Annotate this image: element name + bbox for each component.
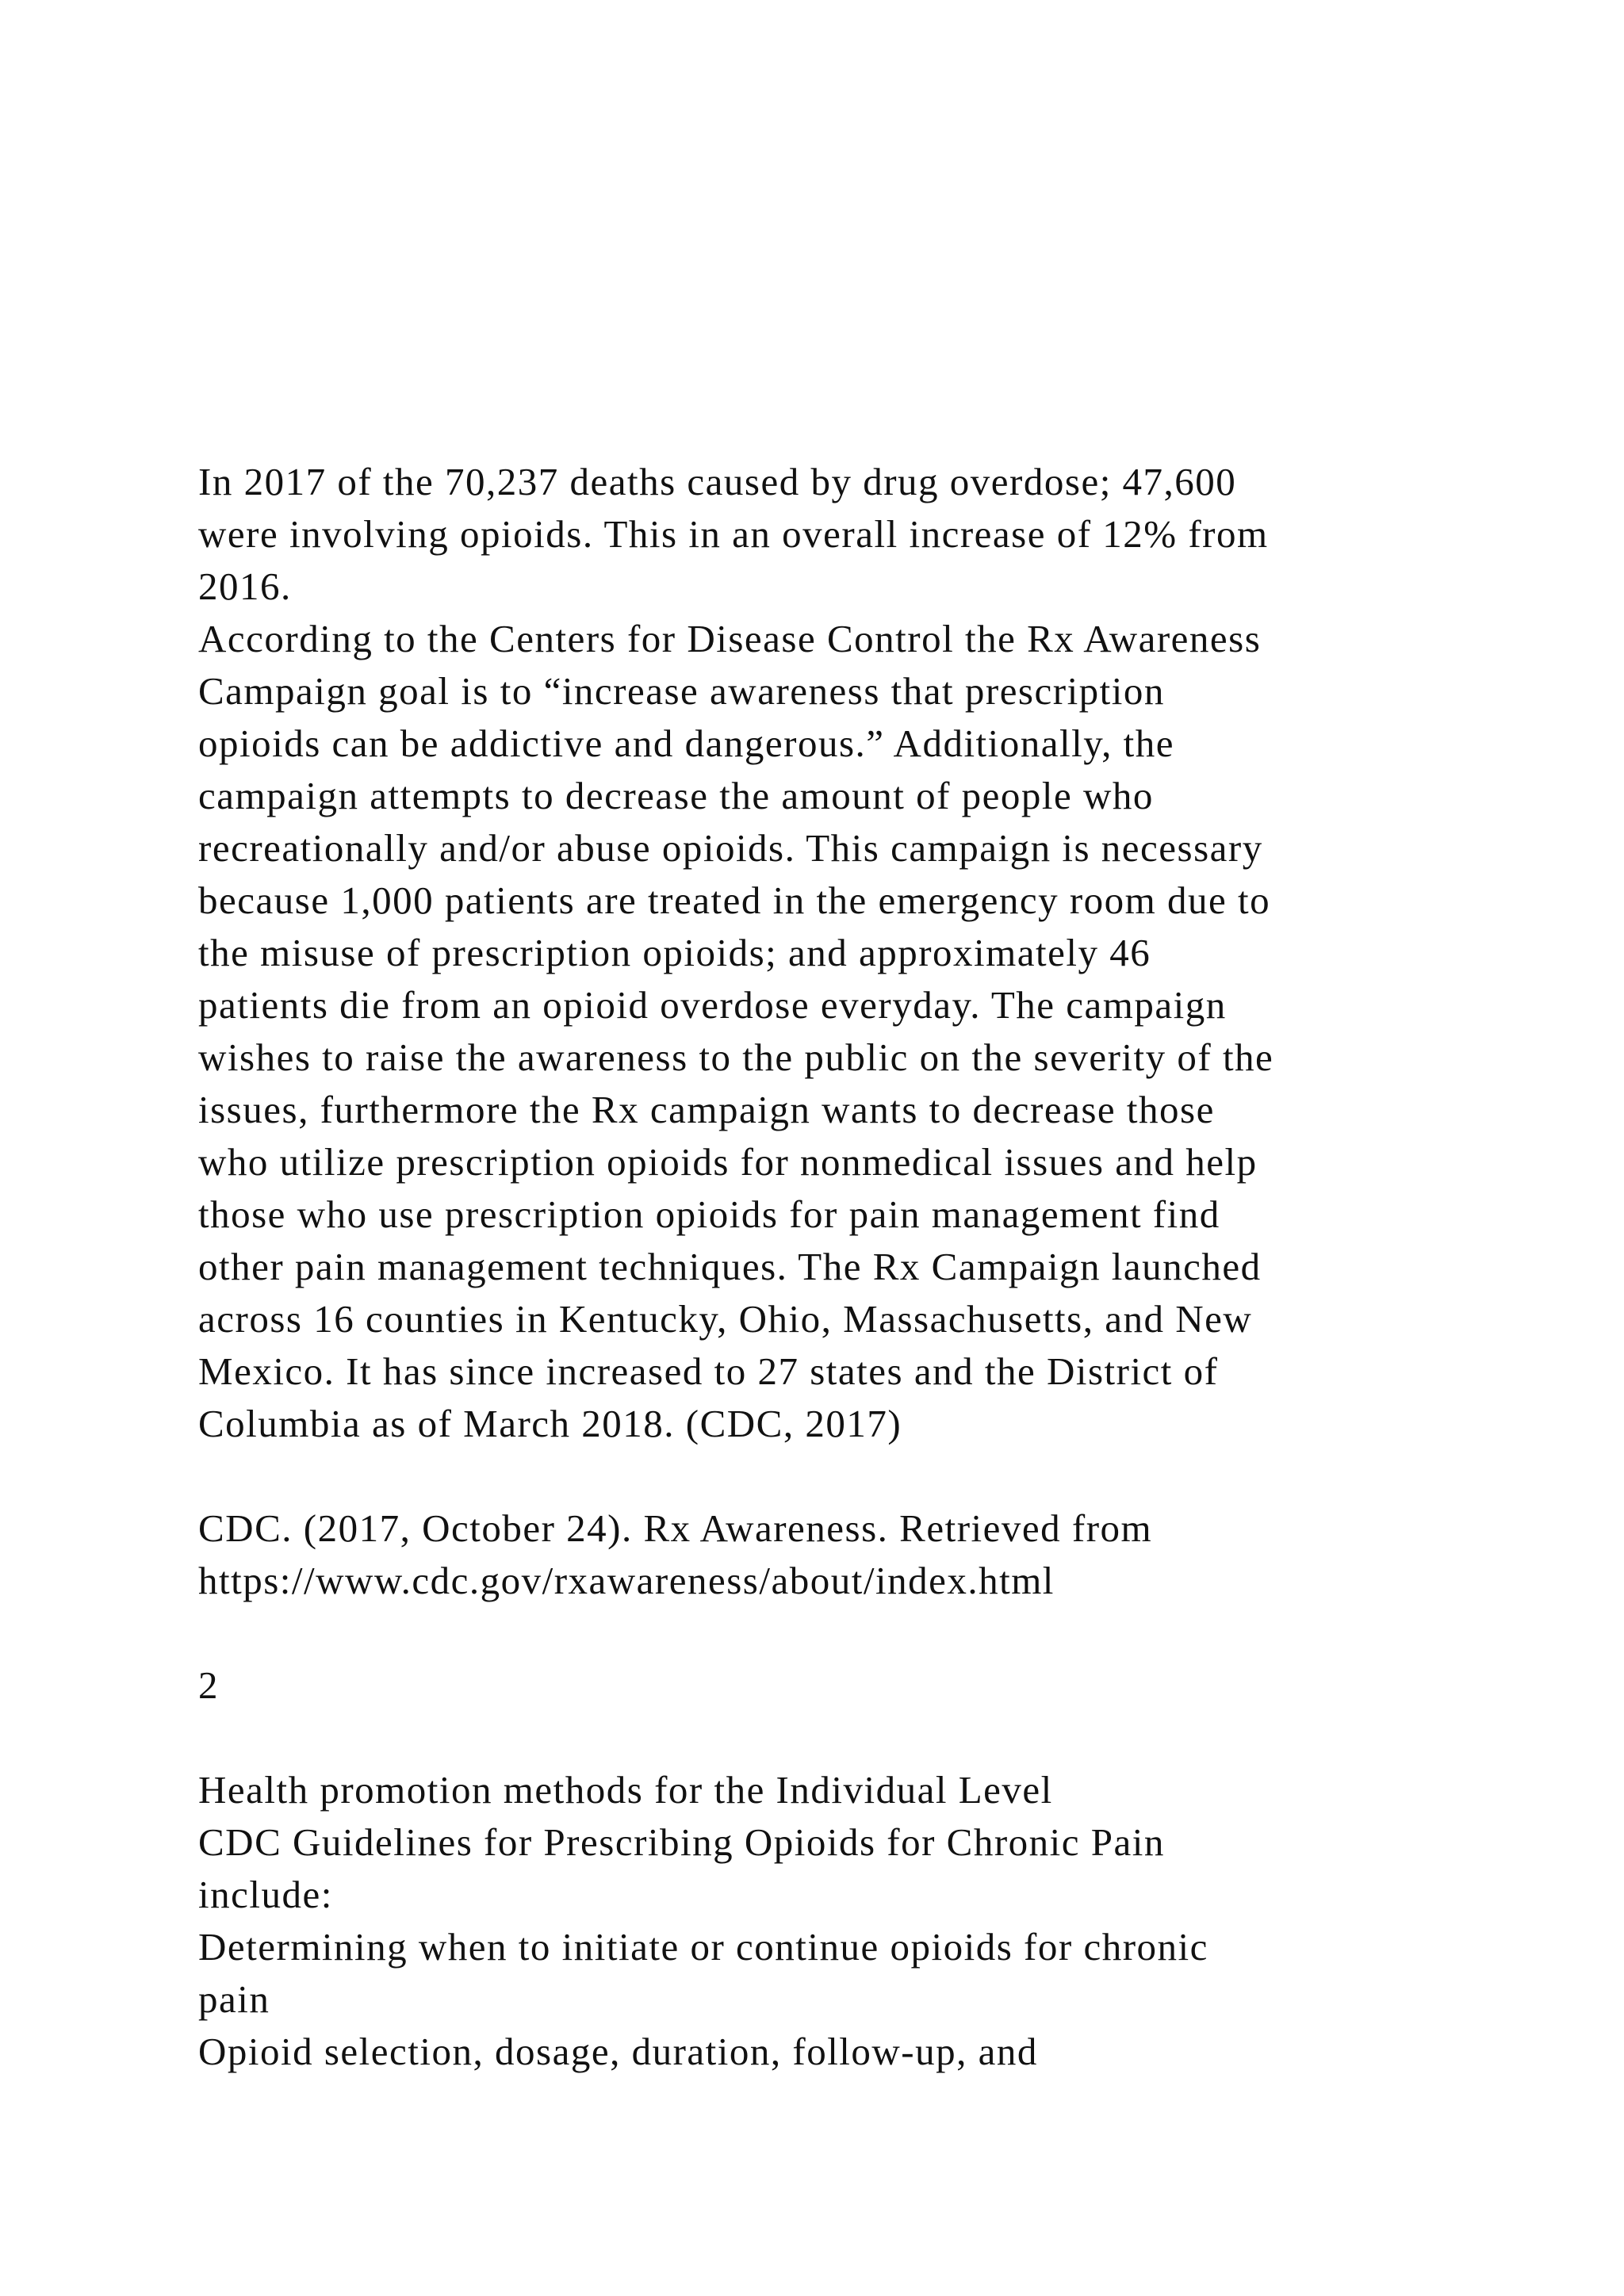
body-text-line: were involving opioids. This in an overall increase of 12% from [198,512,1269,556]
body-text-line: patients die from an opioid overdose everyday. The campaign [198,983,1227,1027]
page-number: 2 [198,1663,219,1707]
body-text-line: Determining when to initiate or continue opioids for chronic [198,1925,1208,1969]
body-text-line: In 2017 of the 70,237 deaths caused by drug overdose; 47,600 [198,460,1237,503]
reference-line: CDC. (2017, October 24). Rx Awareness. Retrieved from [198,1506,1153,1550]
section-heading: Health promotion methods for the Individual Level [198,1768,1053,1812]
body-text-line: because 1,000 patients are treated in the emergency room due to [198,878,1271,922]
body-text-line: issues, furthermore the Rx campaign wants to decrease those [198,1088,1215,1131]
body-text-line: recreationally and/or abuse opioids. This campaign is necessary [198,826,1263,870]
body-text-line: According to the Centers for Disease Control the Rx Awareness [198,617,1262,660]
body-text-line: Campaign goal is to “increase awareness that prescription [198,669,1165,713]
body-text-line: other pain management techniques. The Rx Campaign launched [198,1245,1262,1288]
body-text-line: those who use prescription opioids for pain management find [198,1192,1220,1236]
body-text-line: Mexico. It has since increased to 27 states and the District of [198,1349,1219,1393]
body-text-line: across 16 counties in Kentucky, Ohio, Massachusetts, and New [198,1297,1253,1341]
body-text-line: Opioid selection, dosage, duration, follow-up, and [198,2030,1038,2073]
reference-url: https://www.cdc.gov/rxawareness/about/index.html [198,1559,1055,1602]
paragraph-spacer [198,1607,1546,1659]
body-text-line: wishes to raise the awareness to the public on the severity of the [198,1035,1274,1079]
document-body [198,456,1546,2078]
body-text-line: campaign attempts to decrease the amount of people who [198,774,1154,817]
body-text-line: who utilize prescription opioids for nonmedical issues and help [198,1140,1258,1184]
paragraph-spacer [198,1712,1546,1764]
body-text-line: include: [198,1873,333,1916]
body-text-line: CDC Guidelines for Prescribing Opioids for Chronic Pain [198,1820,1165,1864]
body-text-line: opioids can be addictive and dangerous.” Additionally, the [198,721,1174,765]
paragraph-spacer [198,1450,1546,1502]
body-text-line: the misuse of prescription opioids; and approximately 46 [198,931,1151,974]
body-text-line: 2016. [198,564,292,608]
body-text-line: pain [198,1977,270,2021]
body-text-line: Columbia as of March 2018. (CDC, 2017) [198,1402,902,1445]
